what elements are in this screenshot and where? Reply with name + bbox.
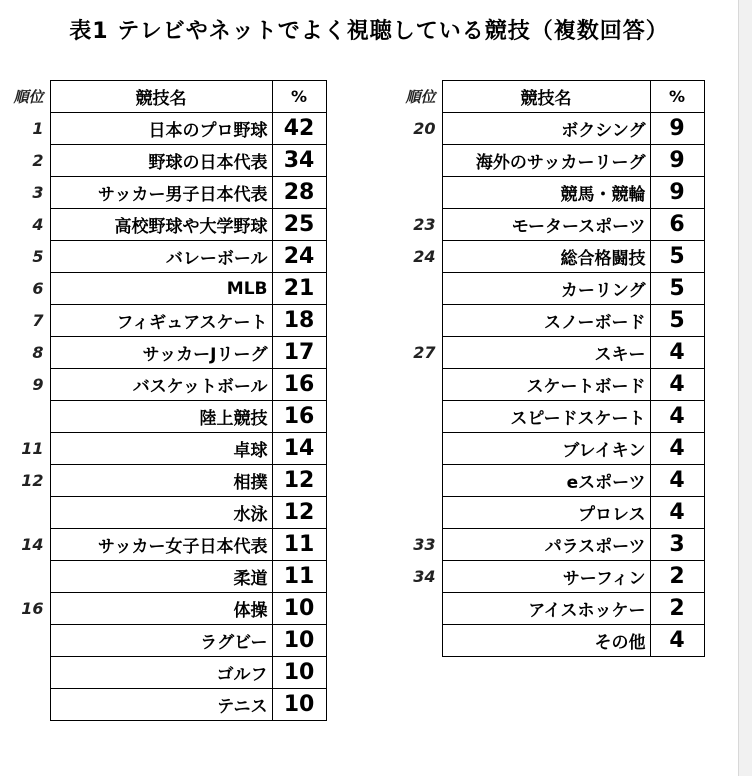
table-row (392, 433, 704, 465)
rank-cell: 16 (21, 599, 44, 618)
table-row (392, 529, 704, 561)
percent-cell: 24 (272, 241, 326, 273)
sport-name-cell: 海外のサッカーリーグ (442, 145, 650, 177)
rank-cell: 9 (32, 375, 44, 394)
table-row (4, 561, 326, 593)
rank-cell (4, 401, 50, 433)
sport-name-cell: MLB (50, 273, 272, 305)
rank-cell (392, 273, 442, 305)
percent-header: % (272, 81, 326, 113)
rank-header: 順位 (13, 88, 44, 106)
percent-cell: 17 (272, 337, 326, 369)
right-table-body (392, 113, 704, 657)
percent-cell: 16 (272, 369, 326, 401)
table-row (4, 273, 326, 305)
percent-cell: 34 (272, 145, 326, 177)
sport-name-cell: スノーボード (442, 305, 650, 337)
table-row (392, 241, 704, 273)
rank-cell: 12 (21, 471, 44, 490)
sport-name-header: 競技名 (50, 81, 272, 113)
percent-cell: 4 (650, 433, 704, 465)
table-row (392, 497, 704, 529)
table-row (392, 273, 704, 305)
sport-name-cell: 競馬・競輪 (442, 177, 650, 209)
sport-name-header: 競技名 (442, 81, 650, 113)
sport-name-cell: 卓球 (50, 433, 272, 465)
rank-cell (392, 401, 442, 433)
rank-cell (4, 689, 50, 721)
rank-cell (392, 433, 442, 465)
rank-cell (392, 593, 442, 625)
table-row (4, 657, 326, 689)
rank-cell: 24 (413, 247, 436, 266)
table-row (4, 241, 326, 273)
table-header-row (4, 81, 326, 113)
rank-header: 順位 (405, 88, 436, 106)
percent-cell: 9 (650, 145, 704, 177)
table-row (4, 529, 326, 561)
sport-name-cell: バレーボール (50, 241, 272, 273)
sport-name-cell: 野球の日本代表 (50, 145, 272, 177)
percent-cell: 4 (650, 625, 704, 657)
percent-cell: 9 (650, 113, 704, 145)
rank-cell (392, 145, 442, 177)
table-row (392, 337, 704, 369)
percent-cell: 28 (272, 177, 326, 209)
rank-cell (392, 625, 442, 657)
sport-name-cell: ブレイキン (442, 433, 650, 465)
percent-cell: 11 (272, 561, 326, 593)
sport-name-cell: ラグビー (50, 625, 272, 657)
sport-name-cell: モータースポーツ (442, 209, 650, 241)
sport-name-cell: プロレス (442, 497, 650, 529)
table-row (392, 593, 704, 625)
table-row (392, 113, 704, 145)
table-row (392, 177, 704, 209)
sport-name-cell: カーリング (442, 273, 650, 305)
percent-cell: 11 (272, 529, 326, 561)
left-table-body (4, 113, 326, 721)
rank-cell (392, 369, 442, 401)
rank-cell: 23 (413, 215, 436, 234)
ranking-table-right (392, 80, 705, 657)
percent-cell: 10 (272, 689, 326, 721)
percent-cell: 5 (650, 241, 704, 273)
table-row (4, 433, 326, 465)
percent-cell: 5 (650, 305, 704, 337)
percent-cell: 6 (650, 209, 704, 241)
rank-cell (4, 657, 50, 689)
sport-name-cell: 水泳 (50, 497, 272, 529)
rank-cell: 3 (32, 183, 44, 202)
rank-cell: 4 (32, 215, 44, 234)
table-row (4, 305, 326, 337)
table-row (4, 113, 326, 145)
table-row (392, 625, 704, 657)
sport-name-cell: サッカー男子日本代表 (50, 177, 272, 209)
table-row (4, 593, 326, 625)
sport-name-cell: ボクシング (442, 113, 650, 145)
rank-cell: 34 (413, 567, 436, 586)
percent-cell: 12 (272, 465, 326, 497)
table-row (4, 689, 326, 721)
percent-cell: 2 (650, 561, 704, 593)
table-row (392, 305, 704, 337)
table-row (4, 209, 326, 241)
percent-cell: 2 (650, 593, 704, 625)
sport-name-cell: サッカー女子日本代表 (50, 529, 272, 561)
rank-cell: 1 (32, 119, 44, 138)
sport-name-cell: スケートボード (442, 369, 650, 401)
rank-cell: 33 (413, 535, 436, 554)
ranking-table-left (4, 80, 327, 721)
table-row (392, 465, 704, 497)
rank-cell: 5 (32, 247, 44, 266)
sport-name-cell: 相撲 (50, 465, 272, 497)
percent-cell: 18 (272, 305, 326, 337)
table-row (4, 497, 326, 529)
percent-cell: 21 (272, 273, 326, 305)
percent-cell: 4 (650, 497, 704, 529)
sport-name-cell: パラスポーツ (442, 529, 650, 561)
rank-cell (392, 465, 442, 497)
table-row (4, 145, 326, 177)
percent-cell: 3 (650, 529, 704, 561)
sport-name-cell: アイスホッケー (442, 593, 650, 625)
sport-name-cell: 総合格闘技 (442, 241, 650, 273)
rank-cell: 6 (32, 279, 44, 298)
sport-name-cell: スピードスケート (442, 401, 650, 433)
sport-name-cell: スキー (442, 337, 650, 369)
sport-name-cell: テニス (50, 689, 272, 721)
rank-cell: 27 (413, 343, 436, 362)
rank-cell (392, 305, 442, 337)
table-row (4, 177, 326, 209)
rank-cell (392, 497, 442, 529)
percent-cell: 12 (272, 497, 326, 529)
table-row (4, 465, 326, 497)
rank-cell: 8 (32, 343, 44, 362)
rank-cell (392, 177, 442, 209)
sport-name-cell: その他 (442, 625, 650, 657)
sport-name-cell: バスケットボール (50, 369, 272, 401)
percent-cell: 10 (272, 593, 326, 625)
table-row (4, 625, 326, 657)
rank-cell: 11 (21, 439, 44, 458)
percent-cell: 4 (650, 369, 704, 401)
rank-cell: 14 (21, 535, 44, 554)
rank-cell (4, 561, 50, 593)
percent-cell: 42 (272, 113, 326, 145)
rank-cell: 2 (32, 151, 44, 170)
table-row (392, 209, 704, 241)
sport-name-cell: 日本のプロ野球 (50, 113, 272, 145)
sport-name-cell: 陸上競技 (50, 401, 272, 433)
sport-name-cell: ゴルフ (50, 657, 272, 689)
percent-cell: 10 (272, 625, 326, 657)
percent-cell: 14 (272, 433, 326, 465)
percent-cell: 4 (650, 465, 704, 497)
percent-cell: 5 (650, 273, 704, 305)
sport-name-cell: フィギュアスケート (50, 305, 272, 337)
percent-cell: 4 (650, 337, 704, 369)
rank-cell: 20 (413, 119, 436, 138)
table-row (392, 561, 704, 593)
sport-name-cell: 柔道 (50, 561, 272, 593)
sport-name-cell: 高校野球や大学野球 (50, 209, 272, 241)
percent-header: % (650, 81, 704, 113)
percent-cell: 10 (272, 657, 326, 689)
sport-name-cell: サッカーJリーグ (50, 337, 272, 369)
percent-cell: 25 (272, 209, 326, 241)
sport-name-cell: サーフィン (442, 561, 650, 593)
page-title: 表1 テレビやネットでよく視聴している競技（複数回答） (69, 19, 669, 44)
percent-cell: 9 (650, 177, 704, 209)
rank-cell (4, 497, 50, 529)
table-row (392, 145, 704, 177)
rank-cell: 7 (32, 311, 44, 330)
percent-cell: 4 (650, 401, 704, 433)
table-row (4, 337, 326, 369)
rank-cell (4, 625, 50, 657)
table-header-row (392, 81, 704, 113)
sport-name-cell: eスポーツ (442, 465, 650, 497)
sport-name-cell: 体操 (50, 593, 272, 625)
table-row (392, 369, 704, 401)
percent-cell: 16 (272, 401, 326, 433)
table-row (4, 369, 326, 401)
table-row (392, 401, 704, 433)
table-row (4, 401, 326, 433)
